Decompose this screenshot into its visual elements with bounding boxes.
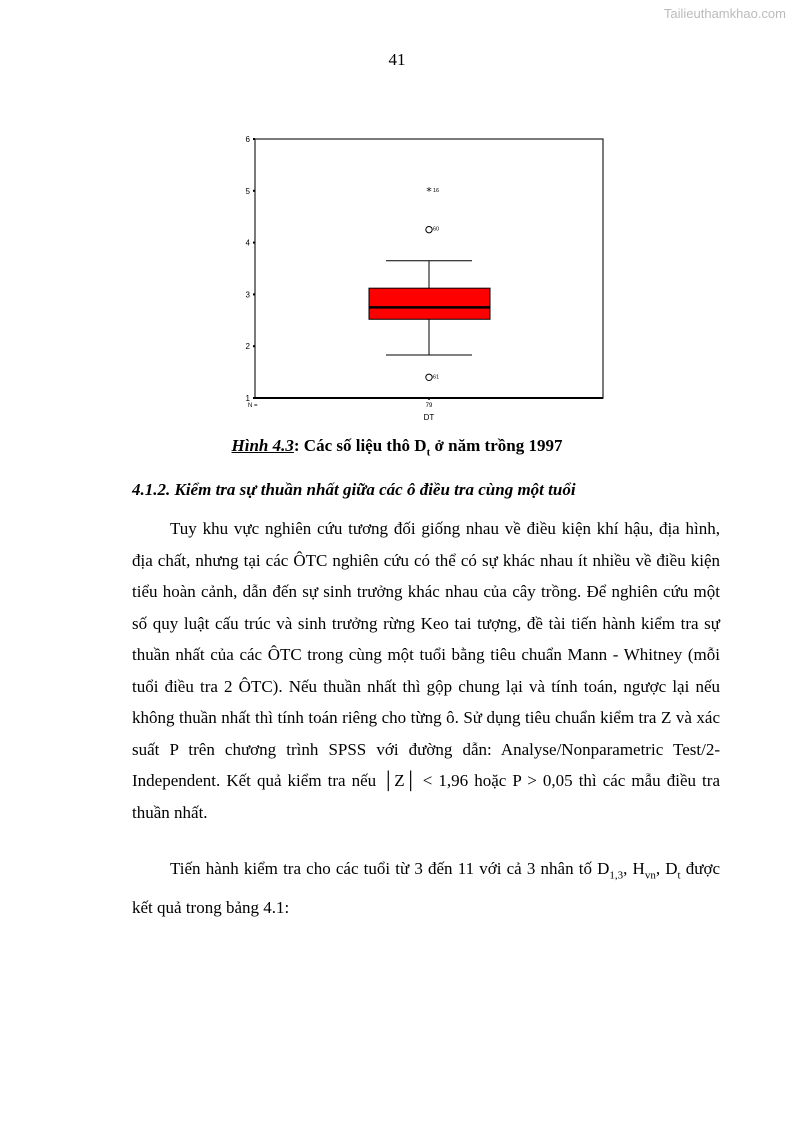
paragraph: Tiến hành kiểm tra cho các tuổi từ 3 đến 11 với cả 3 nhân tố $D_{1,3}$, $H_{vn}$, $D_t$ được kết quả trong bảng 4.1: (132, 859, 720, 917)
y-tick-label: 2 (245, 342, 250, 352)
section-heading: 4.1.2. Kiểm tra sự thuần nhất giữa các ô điều tra cùng một tuổi (132, 480, 576, 499)
y-tick-label: 5 (245, 186, 250, 196)
y-tick-label: 1 (245, 394, 250, 403)
paragraph: Tuy khu vực nghiên cứu tương đối giống nhau về điều kiện khí hậu, địa hình, địa chất, nhưng tại các ÔTC nghiên cứu có thể có sự khác nhau ít nhiều về điều kiện tiểu hoàn cảnh, dẫn đến sự sinh trưởng khác nhau của cây trồng. Để nghiên cứu một số quy luật cấu trúc và sinh trưởng rừng Keo tai tượng, đề tài tiến hành kiểm tra sự thuần nhất của các ÔTC trong cùng một tuổi bằng tiêu chuẩn Mann - Whitney (mỗi tuổi điều tra 2 ÔTC). Nếu thuần nhất thì gộp chung lại và tính toán, ngược lại nếu không thuần nhất thì tính toán riêng cho từng ô. Sử dụng tiêu chuẩn kiểm tra Z và xác suất P trên chương trình SPSS với đường dẫn: Analyse/Nonparametric Test/2-Independent. Kết quả kiểm tra nếu │Z│ < 1,96 hoặc P > 0,05 thì các mẫu điều tra thuần nhất. (132, 519, 720, 822)
x-category-label: DT (423, 413, 435, 422)
y-tick-label: 6 (245, 135, 250, 144)
boxplot-chart (230, 130, 610, 430)
outlier-point (426, 226, 432, 232)
figure-label: Hình 4.3 (231, 436, 294, 455)
caption-text: : Các số liệu thô D (293, 436, 427, 455)
outlier-label: 61 (433, 374, 440, 381)
outlier-label: 60 (433, 226, 440, 233)
n-value: 79 (425, 403, 433, 409)
extreme-point: * (426, 184, 432, 198)
figure-caption (0, 436, 794, 458)
page-number: 41 (388, 50, 406, 69)
caption-sub: t (426, 446, 431, 459)
y-tick-label: 4 (245, 238, 250, 248)
outlier-point (426, 374, 432, 380)
n-label: N = (248, 403, 258, 409)
x-tick (428, 398, 430, 400)
box (369, 288, 490, 319)
y-tick-label: 3 (245, 290, 250, 300)
extreme-label: 16 (433, 187, 440, 194)
watermark: Tailieuthamkhao.com (663, 6, 786, 21)
caption-tail: ở năm trồng 1997 (430, 436, 563, 455)
